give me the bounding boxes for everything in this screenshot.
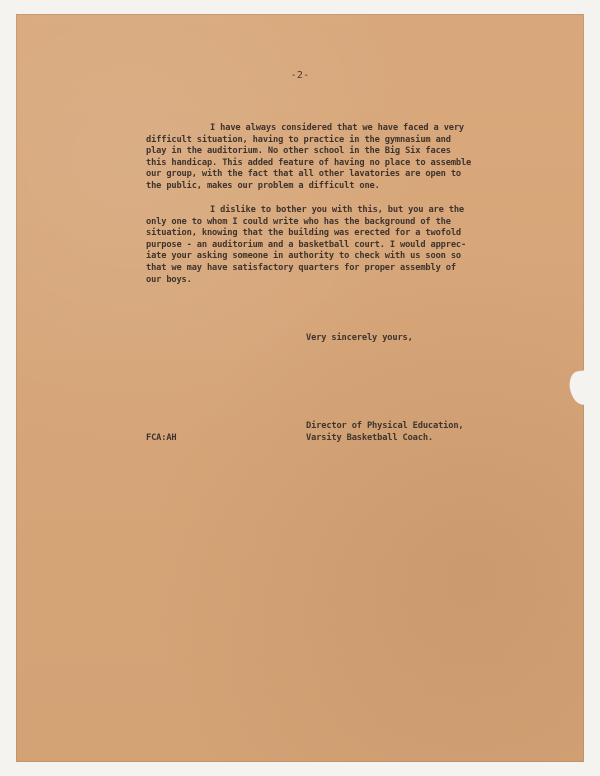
reference-initials: FCA:AH <box>146 433 177 443</box>
letter-page <box>16 14 584 762</box>
paragraph-2-line-3: situation, knowing that the building was erected for a twofold <box>146 228 461 239</box>
paragraph-1-line-3: play in the auditorium. No other school in the Big Six faces <box>146 146 451 157</box>
paragraph-1-line-5: our group, with the fact that all other lavatories are open to <box>146 169 461 180</box>
paragraph-2-line-4: purpose - an auditorium and a basketball court. I would apprec- <box>146 239 467 250</box>
paragraph-2-line-7: our boys. <box>146 274 192 285</box>
body-paragraph-1 <box>146 123 506 193</box>
signature-block <box>306 421 464 444</box>
signature-line-1: Director of Physical Education, <box>306 421 464 431</box>
paragraph-1-line-4: this handicap. This added feature of having no place to assemble <box>146 157 472 168</box>
paragraph-1-line-2: difficult situation, having to practice in the gymnasium and <box>146 134 451 145</box>
paper-edge-notch <box>568 370 584 407</box>
paragraph-2-line-1: I dislike to bother you with this, but you are the <box>210 205 465 215</box>
paragraph-1-line-6: the public, makes our problem a difficult one. <box>146 180 380 191</box>
paragraph-1-line-1: I have always considered that we have faced a very <box>210 123 465 133</box>
signature-line-2: Varsity Basketball Coach. <box>306 432 434 443</box>
page-number: -2- <box>290 70 310 81</box>
paragraph-2-line-5: iate your asking someone in authority to check with us soon so <box>146 251 461 262</box>
body-paragraph-2 <box>146 205 506 286</box>
paragraph-2-line-6: that we may have satisfactory quarters for proper assembly of <box>146 262 456 273</box>
letter-closing: Very sincerely yours, <box>306 333 413 343</box>
paragraph-2-line-2: only one to whom I could write who has the background of the <box>146 216 451 227</box>
